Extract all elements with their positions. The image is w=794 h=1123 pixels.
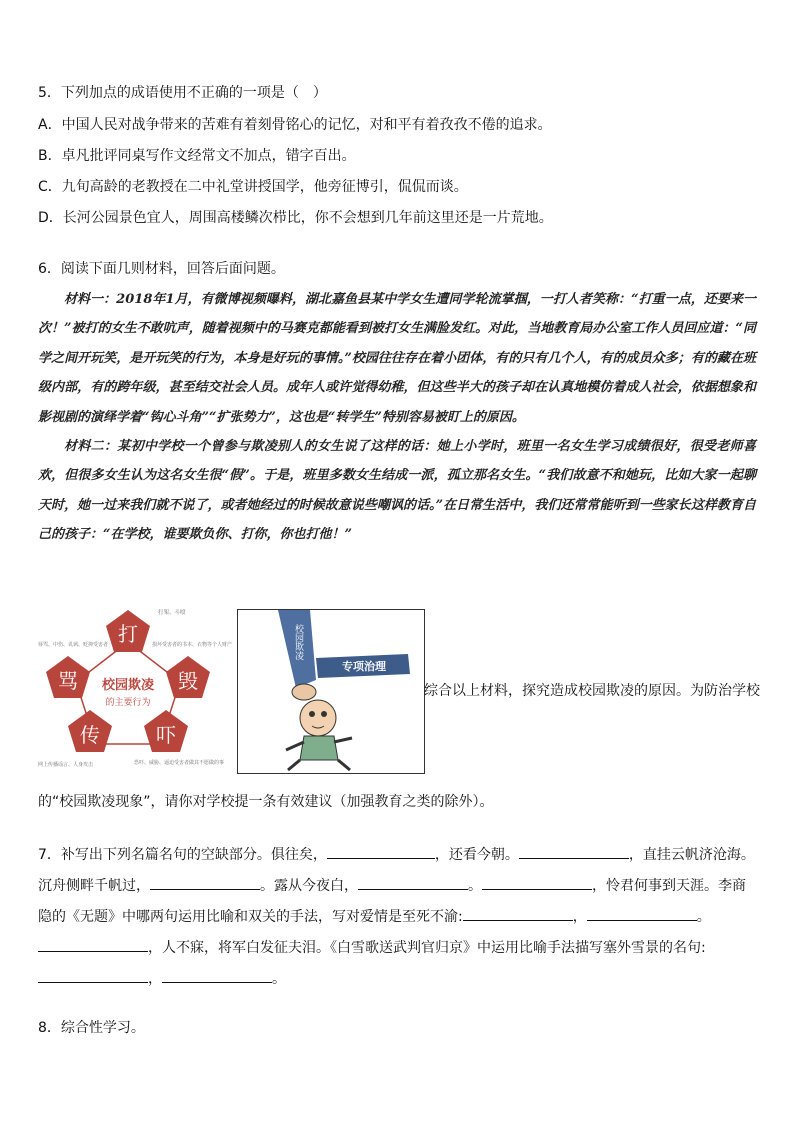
q7-text: ，还看今朝。 [434,847,519,863]
q7-text: 。 [468,878,482,894]
answer-blank[interactable] [38,937,148,952]
q7-line-2 [38,875,746,895]
svg-text:吓: 吓 [156,723,176,747]
svg-text:打: 打 [118,622,138,646]
student-head [300,700,336,736]
answer-blank[interactable] [463,906,573,921]
note-xia: 恐吓、威胁、逼迫受害者做其不愿做的事 [134,760,225,766]
q7-text: ， [148,971,162,987]
q6-materials [38,285,756,550]
pentagon-chuan [68,710,112,752]
q7-text: ， [572,909,587,925]
q5-option-a: A．中国人民对战争带来的苦难有着刻骨铭心的记忆，对和平有着孜孜不倦的追求。 [38,117,552,133]
answer-blank[interactable] [519,844,629,859]
grabbing-hand [292,684,316,700]
answer-blank[interactable] [482,875,592,890]
special-governance-cartoon [237,609,425,774]
figure-center-subtitle: 的主要行为 [105,698,151,708]
q7-line-3 [38,906,711,926]
q7-text: ，直挂云帆济沧海。 [628,847,755,863]
q7-line-4 [38,937,706,957]
q5-stem: 5．下列加点的成语使用不正确的一项是（ ） [38,85,327,101]
svg-text:毁: 毁 [178,669,198,693]
q7-text: ，怜君何事到天涯。李商 [592,878,746,894]
pentagon-hui [166,656,210,698]
pentagon-da [106,610,150,652]
q5-option-b: B．卓凡批评同桌写作文经常文不加点，错字百出。 [38,148,356,164]
q8-stem: 8．综合性学习。 [38,1020,145,1036]
q5-option-d: D．长河公园景色宜人，周围高楼鳞次栉比，你不会想到几年前这里还是一片荒地。 [38,210,553,226]
answer-blank[interactable] [38,968,148,983]
svg-text:骂: 骂 [58,669,78,693]
pentagon-ma [46,656,90,698]
student-body [300,736,338,760]
answer-blank[interactable] [587,906,697,921]
answer-blank[interactable] [150,875,260,890]
q7-text: 7．补写出下列名篇名句的空缺部分。俱往矣， [38,847,327,863]
note-hui: 损坏受害者的书本、衣物等个人财产 [152,642,233,648]
answer-blank[interactable] [162,968,272,983]
material-one: 材料一：2018年1月，有微博视频曝料，湖北嘉鱼县某中学女生遭同学轮流掌掴，一打人者笑称：“打重一点，还要来一次！”被打的女生不敢吭声，随着视频中的马赛克都能看到被打女生满脸发红。对此，当地教育局办公室工作人员回应道：“同学之间开玩笑，是开玩笑的行为，本身是好玩的事情。”校园往往存在着小团体，有的只有几个人，有的成员众多；有的藏在班级内部，有的跨年级，甚至结交社会人员。成年人或许觉得幼稚，但这些半大的孩子却在认真地模仿着成人社会，依据想象和影视剧的演绎学着“钩心斗角”“扩张势力”，这也是“转学生”特别容易被盯上的原因。 [38,292,756,425]
q7-text: ，人不寐，将军白发征夫泪。《白雪歌送武判官归京》中运用比喻手法描写塞外雪景的名句: [148,940,706,956]
q7-text: 沉舟侧畔千帆过， [38,878,150,894]
note-da: 打架、斗殴 [158,610,186,616]
answer-blank[interactable] [327,844,435,859]
answer-blank[interactable] [358,875,468,890]
bullying-behaviors-figure [38,604,233,779]
q5-option-c: C．九旬高龄的老教授在二中礼堂讲授国学，他旁征博引，侃侃而谈。 [38,179,468,195]
q7-text: 隐的《无题》中哪两句运用比喻和双关的手法，写对爱情是至死不渝: [38,909,463,925]
q7-line-5 [38,968,286,988]
q7-text: 。 [272,971,286,987]
sign-text: 专项治理 [342,660,386,673]
q6-question-part2: 的“校园欺凌现象”，请你对学校提一条有效建议（加强教育之类的除外）。 [38,794,494,810]
q7-text: 。露从今夜白， [260,878,358,894]
arm-label: 校园欺凌 [293,624,303,660]
svg-text:传: 传 [80,723,100,747]
q6-stem: 6．阅读下面几则材料，回答后面问题。 [38,261,285,277]
q7-line-1 [38,844,755,864]
figure-center-title: 校园欺凌 [101,678,155,693]
material-two: 材料二：某初中学校一个曾参与欺凌别人的女生说了这样的话：她上小学时，班里一名女生学习成绩很好，很受老师喜欢，但很多女生认为这名女生很“假”。于是，班里多数女生结成一派，孤立那名女生。“我们故意不和她玩，比如大家一起聊天时，她一过来我们就不说了，或者她经过的时候故意说些嘲讽的话。”在日常生活中，我们还常常能听到一些家长这样教育自己的孩子：“在学校，谁要欺负你、打你，你也打他！” [38,439,756,543]
q7-text: 。 [696,909,711,925]
note-chuan: 网上传播谣言、人身攻击 [38,762,94,768]
q6-question-part1: 综合以上材料，探究造成校园欺凌的原因。为防治学校 [424,683,760,699]
pentagon-xia [144,710,188,752]
note-ma: 辱骂、中伤、讥讽、贬抑受害者 [38,642,109,648]
